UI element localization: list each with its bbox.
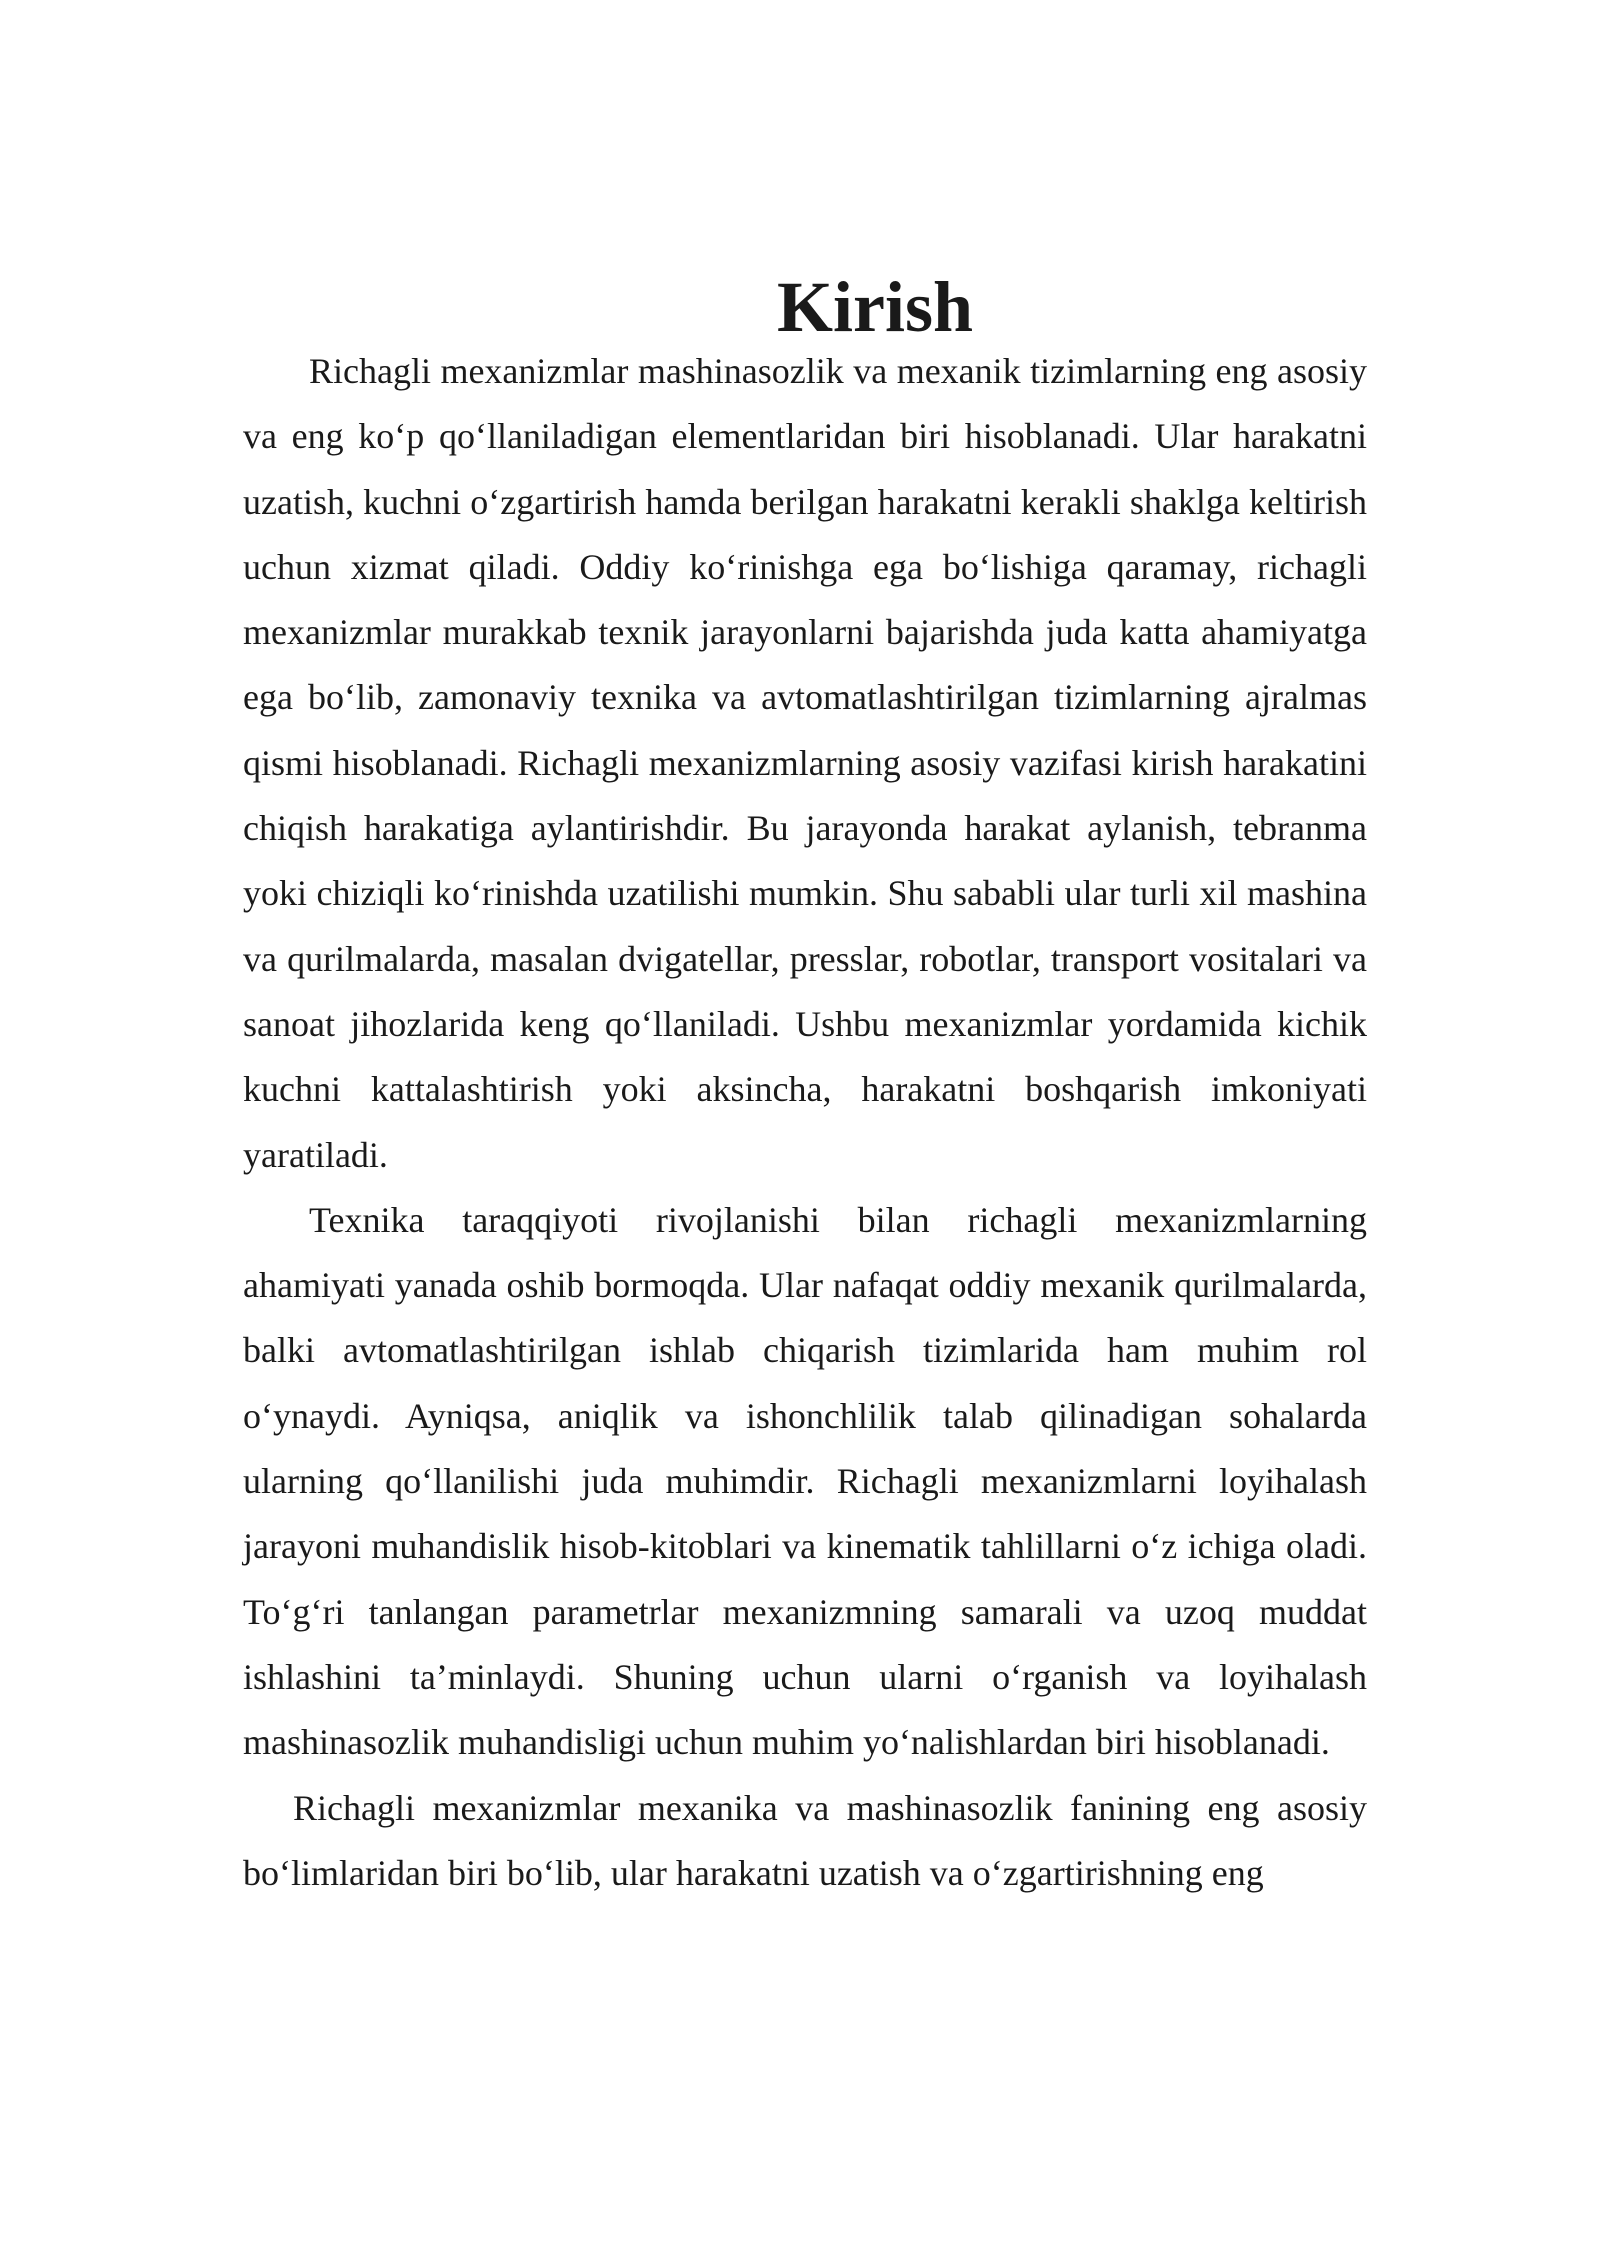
paragraph-3: Richagli mexanizmlar mexanika va mashinasozlik fanining eng asosiy bo‘limlaridan biri bo‘lib, ular harakatni uzatish va o‘zgartirishning eng: [243, 1787, 1367, 1893]
page-title: Kirish: [776, 267, 974, 347]
paragraph-2: Texnika taraqqiyoti rivojlanishi bilan richagli mexanizmlarning ahamiyati yanada oshib bormoqda. Ular nafaqat oddiy mexanik qurilmalarda, balki avtomatlashtirilgan ishlab chiqarish tizimlarida ham muhim rol o‘ynaydi. Ayniqsa, aniqlik va ishonchlilik talab qilinadigan sohalarda ularning qo‘llanilishi juda muhimdir. Richagli mexanizmlarni loyihalash jarayoni muhandislik hisob-kitoblari va kinematik tahlillarni o‘z ichiga oladi. To‘g‘ri tanlangan parametrlar mexanizmning samarali va uzoq muddat ishlashini ta’minlaydi. Shuning uchun ularni o‘rganish va loyihalash mashinasozlik muhandisligi uchun muhim yo‘nalishlardan biri hisoblanadi.: [243, 1199, 1367, 1763]
document-body: [243, 267, 1367, 1906]
paragraph-1: Richagli mexanizmlar mashinasozlik va mexanik tizimlarning eng asosiy va eng ko‘p qo‘llaniladigan elementlaridan biri hisoblanadi. Ular harakatni uzatish, kuchni o‘zgartirish hamda berilgan harakatni kerakli shaklga keltirish uchun xizmat qiladi. Oddiy ko‘rinishga ega bo‘lishiga qaramay, richagli mexanizmlar murakkab texnik jarayonlarni bajarishda juda katta ahamiyatga ega bo‘lib, zamonaviy texnika va avtomatlashtirilgan tizimlarning ajralmas qismi hisoblanadi. Richagli mexanizmlarning asosiy vazifasi kirish harakatini chiqish harakatiga aylantirishdir. Bu jarayonda harakat aylanish, tebranma yoki chiziqli ko‘rinishda uzatilishi mumkin. Shu sababli ular turli xil mashina va qurilmalarda, masalan dvigatellar, presslar, robotlar, transport vositalari va sanoat jihozlarida keng qo‘llaniladi. Ushbu mexanizmlar yordamida kichik kuchni kattalashtirish yoki aksincha, harakatni boshqarish imkoniyati yaratiladi.: [243, 351, 1367, 1175]
